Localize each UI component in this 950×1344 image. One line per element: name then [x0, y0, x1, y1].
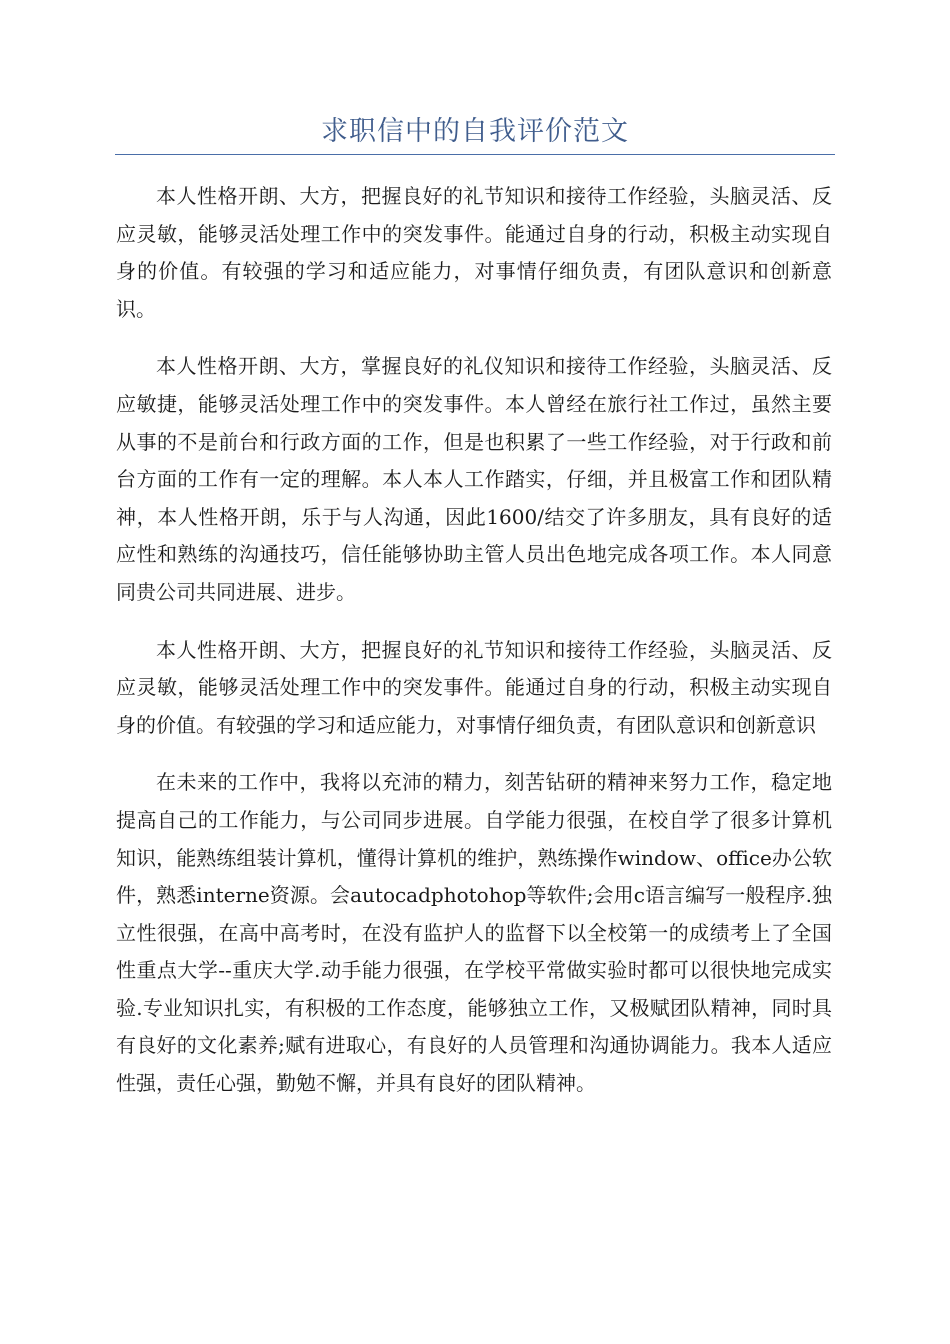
title-underline — [115, 154, 835, 155]
paragraph-4: 在未来的工作中，我将以充沛的精力，刻苦钻研的精神来努力工作，稳定地提高自己的工作能力，与公司同步进展。自学能力很强，在校自学了很多计算机知识，能熟练组装计算机，懂得计算机的维护，熟练操作window、office办公软件，熟悉interne资源。会autocadphotohop等软件;会用c语言编写一般程序.独立性很强，在高中高考时，在没有监护人的监督下以全校第一的成绩考上了全国性重点大学--重庆大学.动手能力很强，在学校平常做实验时都可以很快地完成实验.专业知识扎实，有积极的工作态度，能够独立工作，又极赋团队精神，同时具有良好的文化素养;赋有进取心，有良好的人员管理和沟通协调能力。我本人适应性强，责任心强，勤勉不懈，并具有良好的团队精神。 — [116, 770, 832, 1096]
paragraph-1: 本人性格开朗、大方，把握良好的礼节知识和接待工作经验，头脑灵活、反应灵敏，能够灵活处理工作中的突发事件。能通过自身的行动，积极主动实现自身的价值。有较强的学习和适应能力，对事情仔细负责，有团队意识和创新意识。 — [116, 184, 832, 321]
paragraph-2: 本人性格开朗、大方，掌握良好的礼仪知识和接待工作经验，头脑灵活、反应敏捷，能够灵活处理工作中的突发事件。本人曾经在旅行社工作过，虽然主要从事的不是前台和行政方面的工作，但是也积累了一些工作经验，对于行政和前台方面的工作有一定的理解。本人本人工作踏实，仔细，并且极富工作和团队精神，本人性格开朗，乐于与人沟通，因此1600/结交了许多朋友，具有良好的适应性和熟练的沟通技巧，信任能够协助主管人员出色地完成各项工作。本人同意同贵公司共同进展、进步。 — [116, 354, 832, 604]
page-title: 求职信中的自我评价范文 — [321, 116, 629, 147]
document-body — [116, 178, 832, 1123]
paragraph-3: 本人性格开朗、大方，把握良好的礼节知识和接待工作经验，头脑灵活、反应灵敏，能够灵活处理工作中的突发事件。能通过自身的行动，积极主动实现自身的价值。有较强的学习和适应能力，对事情仔细负责，有团队意识和创新意识 — [116, 637, 832, 737]
